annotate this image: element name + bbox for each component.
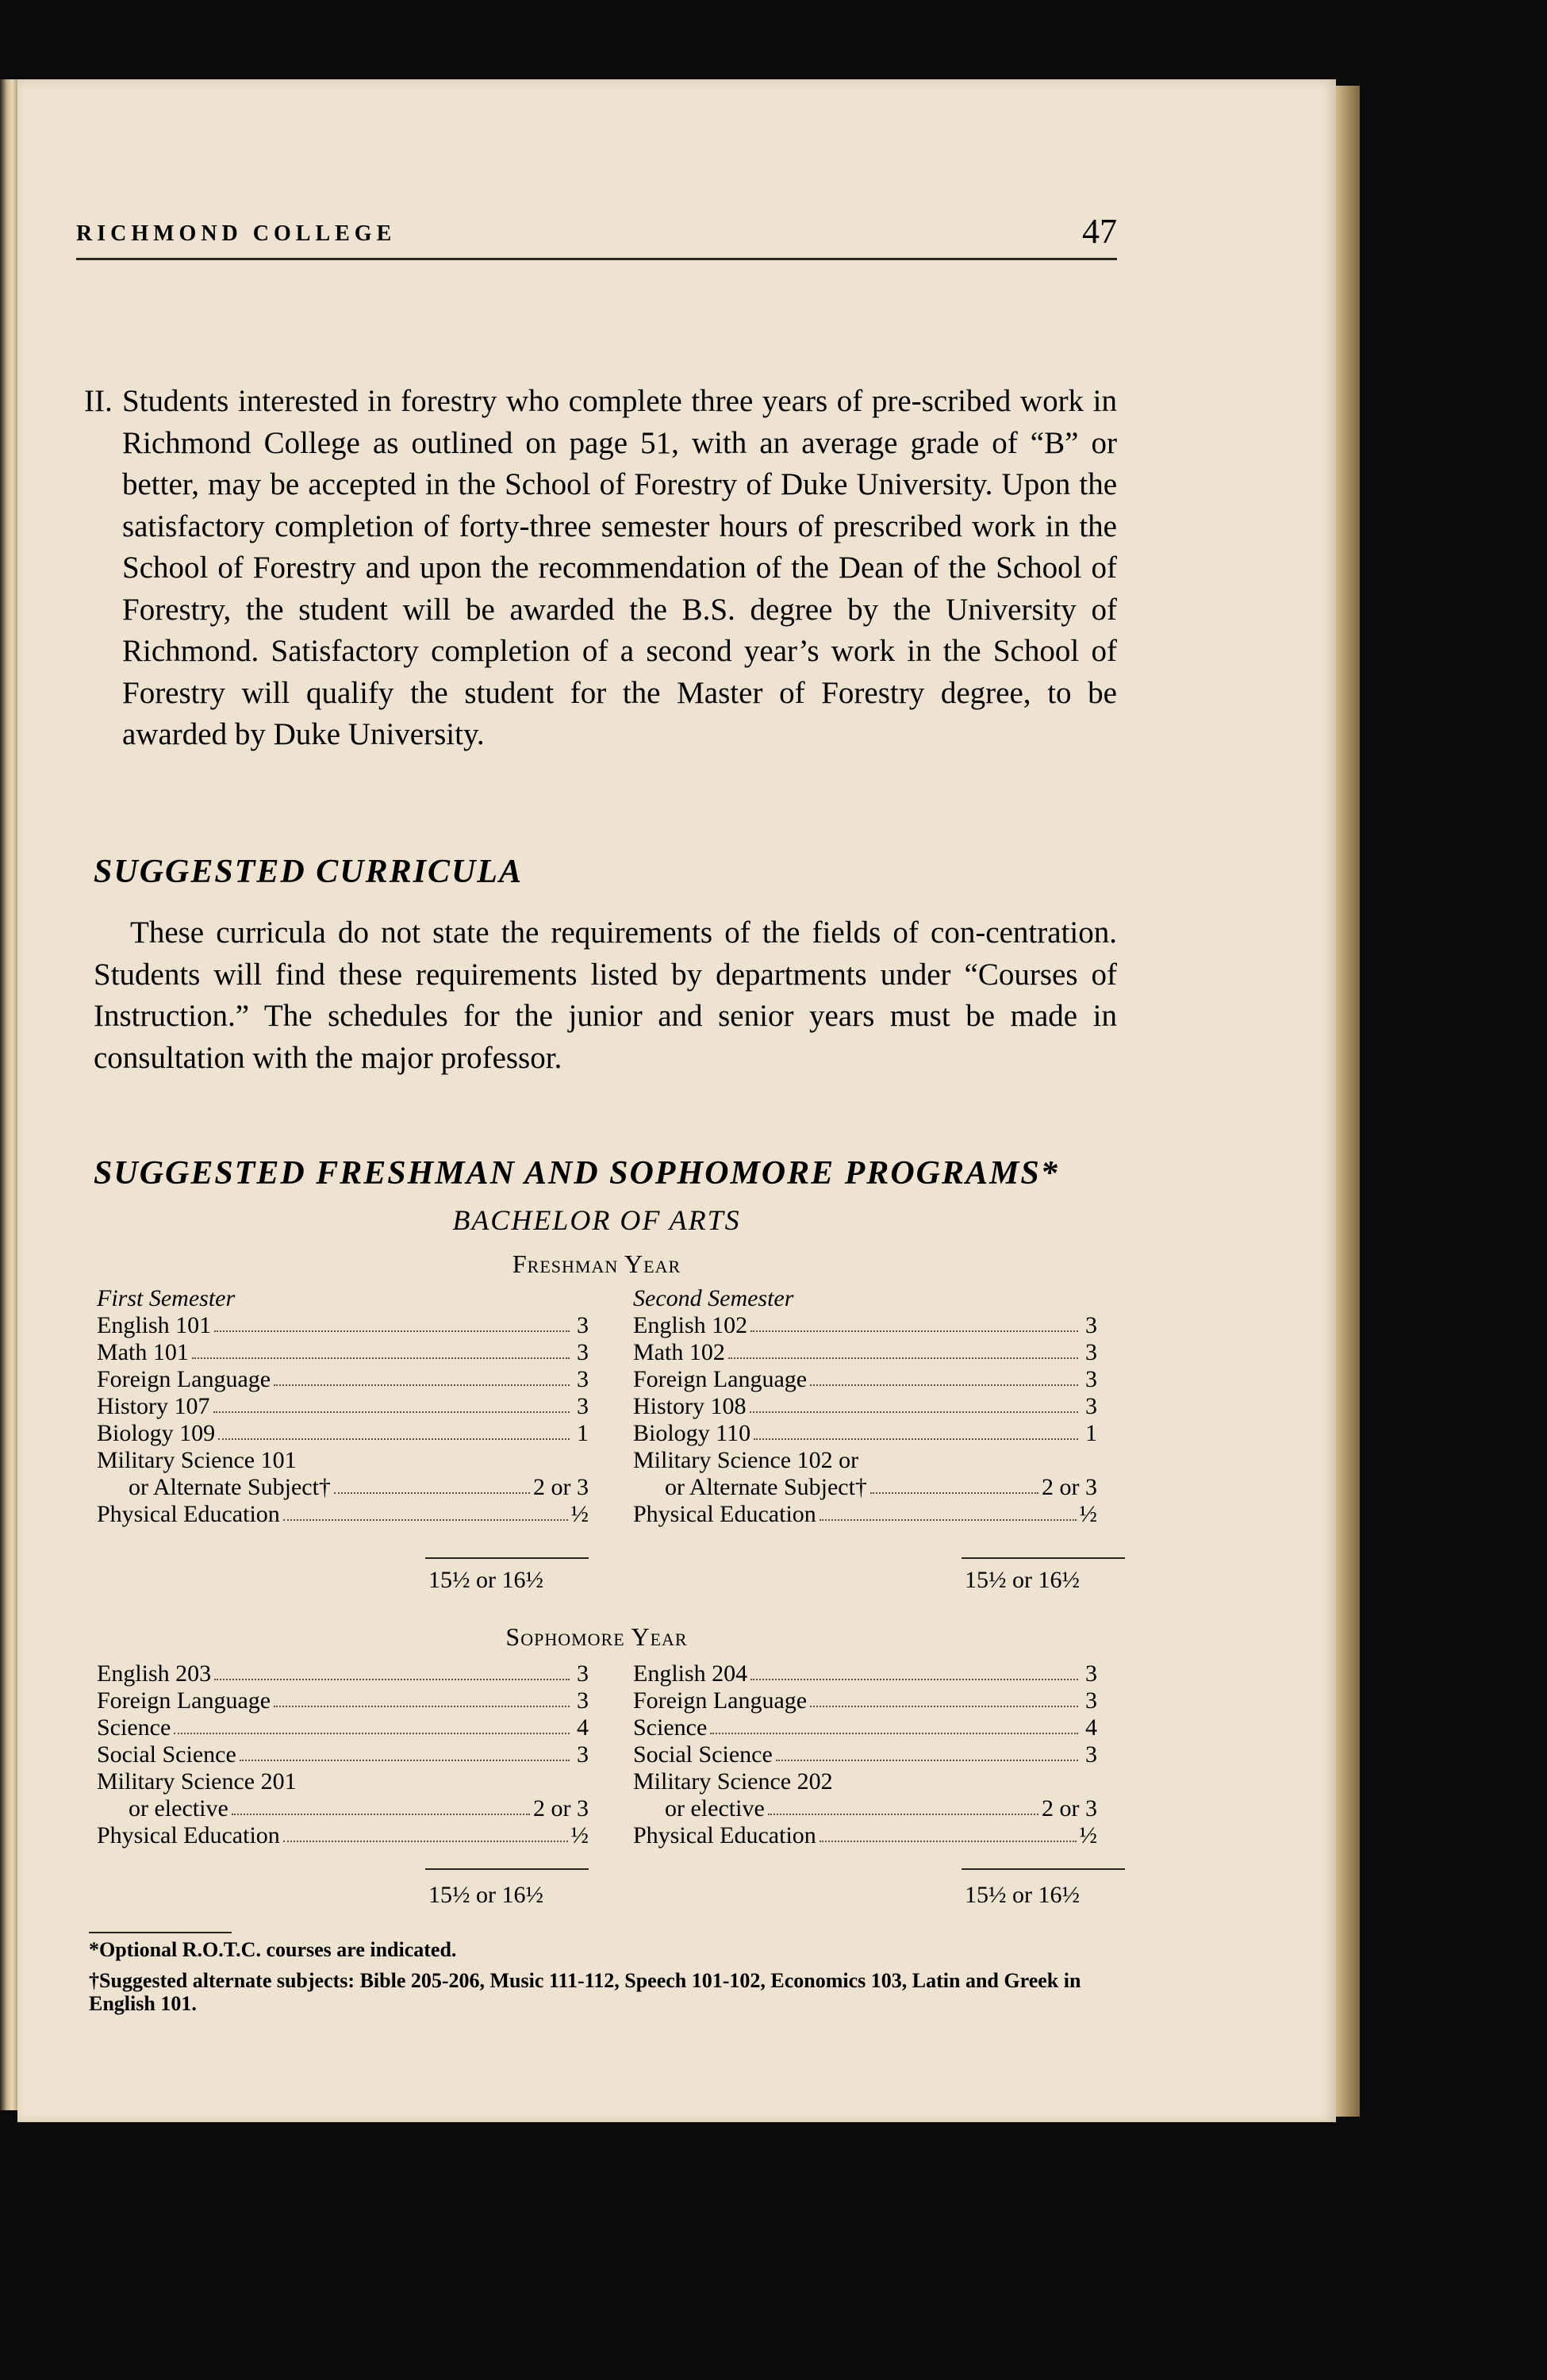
course-hours: 2 or 3: [533, 1795, 589, 1821]
curricula-heading: SUGGESTED CURRICULA: [94, 854, 523, 890]
course-name: Military Science 202: [633, 1768, 833, 1795]
course-name: Biology 110: [633, 1420, 751, 1446]
course-hours: 3: [577, 1339, 589, 1365]
dot-leader: [810, 1384, 1078, 1386]
course-row: [633, 1420, 1097, 1447]
course-name: Foreign Language: [97, 1687, 271, 1714]
freshman-second-semester: [633, 1285, 1097, 1528]
course-name: or Alternate Subject†: [129, 1474, 331, 1500]
course-name: or elective: [129, 1795, 228, 1821]
course-name: Military Science 201: [97, 1768, 297, 1795]
course-name: or elective: [665, 1795, 765, 1821]
first-semester-label: First Semester: [97, 1285, 236, 1311]
course-name: Foreign Language: [633, 1366, 808, 1392]
dot-leader: [750, 1330, 1078, 1332]
course-row: [97, 1474, 589, 1501]
course-row: [97, 1660, 589, 1687]
dot-leader: [283, 1841, 568, 1842]
course-row: [633, 1366, 1097, 1393]
dot-leader: [283, 1519, 568, 1521]
course-row: [633, 1714, 1097, 1741]
course-hours: 3: [1085, 1393, 1097, 1419]
footnote-rotc: *Optional R.O.T.C. courses are indicated.: [89, 1938, 457, 1961]
forestry-text: Students interested in forestry who complete three years of pre-scribed work in Richmond College as outlined on page 51, with an average grade of “B” or better, may be accepted in the School of Forestry of Duke University. Upon the satisfactory completion of forty-three semester hours of prescribed work in the School of Forestry and upon the recommendation of the Dean of the School of Forestry, the student will be awarded the B.S. degree by the University of Richmond. Satisfactory completion of a second year’s work in the School of Forestry will qualify the student for the Master of Forestry degree, to be awarded by Duke University.: [122, 384, 1117, 751]
course-hours: ½: [570, 1501, 589, 1527]
course-row: [97, 1501, 589, 1528]
course-row: [97, 1339, 589, 1366]
course-row: [97, 1393, 589, 1420]
degree-heading: BACHELOR OF ARTS: [452, 1204, 741, 1236]
course-row: [97, 1714, 589, 1741]
dot-leader: [192, 1357, 570, 1359]
course-row: [633, 1687, 1097, 1714]
course-row: [97, 1366, 589, 1393]
course-hours: 1: [577, 1420, 589, 1446]
dot-leader: [214, 1330, 570, 1332]
course-row: [633, 1795, 1097, 1822]
dot-leader: [728, 1357, 1078, 1359]
dot-leader: [750, 1411, 1079, 1413]
course-name: English 204: [633, 1660, 748, 1687]
course-name: or Alternate Subject†: [665, 1474, 867, 1500]
course-hours: 3: [577, 1366, 589, 1392]
course-name: English 102: [633, 1312, 748, 1338]
course-row: [633, 1660, 1097, 1687]
course-row: [633, 1741, 1097, 1768]
scan-left-edge: [0, 79, 17, 2110]
course-name: Science: [97, 1714, 171, 1741]
course-row: [97, 1822, 589, 1849]
sophomore-second-semester: [633, 1660, 1097, 1849]
course-hours: 3: [577, 1741, 589, 1768]
sophomore-year-heading: Sophomore Year: [505, 1622, 688, 1651]
dot-leader: [754, 1438, 1078, 1440]
course-row: [97, 1687, 589, 1714]
dot-leader: [274, 1706, 570, 1707]
course-name: Science: [633, 1714, 708, 1741]
course-name: English 101: [97, 1312, 212, 1338]
course-hours: 3: [1085, 1660, 1097, 1687]
course-hours: 3: [1085, 1339, 1097, 1365]
total-rule: [425, 1868, 589, 1870]
course-name: History 107: [97, 1393, 210, 1419]
course-name: Physical Education: [97, 1501, 280, 1527]
programs-heading: SUGGESTED FRESHMAN AND SOPHOMORE PROGRAMS*: [94, 1155, 1059, 1192]
footnote-alternate: †Suggested alternate subjects: Bible 205-206, Music 111-112, Speech 101-102, Economics 103, Latin and Greek in English 101.: [89, 1969, 1081, 2015]
page-number: 47: [1082, 212, 1117, 251]
freshman-second-total: 15½ or 16½: [965, 1567, 1080, 1593]
dot-leader: [820, 1519, 1077, 1521]
curricula-paragraph: These curricula do not state the requirements of the fields of con-centration. Students will find these requirements listed by departments under “Courses of Instruction.” The schedules for the junior and senior years must be made in consultation with the major professor.: [94, 916, 1117, 1075]
dot-leader: [334, 1492, 530, 1494]
course-hours: 3: [577, 1660, 589, 1687]
course-name: Physical Education: [633, 1822, 816, 1848]
second-semester-label: Second Semester: [633, 1285, 794, 1311]
course-name: Math 101: [97, 1339, 189, 1365]
dot-leader: [820, 1841, 1077, 1842]
course-hours: 2 or 3: [1042, 1474, 1097, 1500]
course-row: [633, 1501, 1097, 1528]
course-name: Foreign Language: [97, 1366, 271, 1392]
course-name: Physical Education: [633, 1501, 816, 1527]
course-row: [633, 1393, 1097, 1420]
dot-leader: [232, 1814, 530, 1815]
dot-leader: [710, 1733, 1078, 1734]
course-name: Military Science 102 or: [633, 1447, 859, 1473]
sophomore-first-total: 15½ or 16½: [428, 1882, 543, 1908]
course-name: Social Science: [97, 1741, 236, 1768]
course-row: [97, 1447, 589, 1474]
course-row: [633, 1447, 1097, 1474]
dot-leader: [776, 1760, 1078, 1761]
sophomore-first-semester: [97, 1660, 589, 1849]
course-row: [633, 1768, 1097, 1795]
course-hours: 3: [1085, 1312, 1097, 1338]
total-rule: [425, 1557, 589, 1559]
course-hours: ½: [1079, 1501, 1097, 1527]
course-name: Math 102: [633, 1339, 725, 1365]
course-hours: 3: [577, 1312, 589, 1338]
course-row: [633, 1339, 1097, 1366]
running-head: RICHMOND COLLEGE: [76, 221, 397, 246]
dot-leader: [750, 1679, 1078, 1680]
footnote-rule: [89, 1932, 232, 1933]
total-rule: [962, 1868, 1125, 1870]
dot-leader: [810, 1706, 1078, 1707]
course-hours: 3: [1085, 1687, 1097, 1714]
course-hours: 1: [1085, 1420, 1097, 1446]
course-name: Military Science 101: [97, 1447, 297, 1473]
course-hours: 4: [577, 1714, 589, 1741]
course-name: Biology 109: [97, 1420, 216, 1446]
forestry-paragraph: [122, 381, 1117, 756]
freshman-first-total: 15½ or 16½: [428, 1567, 543, 1593]
freshman-year-heading: Freshman Year: [512, 1250, 681, 1278]
course-name: Social Science: [633, 1741, 773, 1768]
course-name: History 108: [633, 1393, 747, 1419]
course-row: [97, 1420, 589, 1447]
course-hours: ½: [1079, 1822, 1097, 1848]
course-name: Foreign Language: [633, 1687, 808, 1714]
course-hours: 2 or 3: [533, 1474, 589, 1500]
course-row: [97, 1795, 589, 1822]
dot-leader: [274, 1384, 570, 1386]
course-row: [97, 1741, 589, 1768]
course-hours: 4: [1085, 1714, 1097, 1741]
dot-leader: [218, 1438, 570, 1440]
dot-leader: [213, 1411, 570, 1413]
course-row: [97, 1312, 589, 1339]
course-hours: 3: [577, 1687, 589, 1714]
course-hours: 3: [577, 1393, 589, 1419]
dot-leader: [870, 1492, 1038, 1494]
dot-leader: [174, 1733, 570, 1734]
course-hours: 3: [1085, 1741, 1097, 1768]
course-hours: 3: [1085, 1366, 1097, 1392]
dot-leader: [768, 1814, 1038, 1815]
course-row: [633, 1822, 1097, 1849]
course-name: English 203: [97, 1660, 212, 1687]
course-row: [97, 1768, 589, 1795]
course-hours: ½: [570, 1822, 589, 1848]
freshman-first-semester: [97, 1285, 589, 1528]
course-hours: 2 or 3: [1042, 1795, 1097, 1821]
dot-leader: [240, 1760, 570, 1761]
course-name: Physical Education: [97, 1822, 280, 1848]
dot-leader: [214, 1679, 570, 1680]
course-row: [633, 1474, 1097, 1501]
course-row: [633, 1312, 1097, 1339]
sophomore-second-total: 15½ or 16½: [965, 1882, 1080, 1908]
total-rule: [962, 1557, 1125, 1559]
page-stack-edge: [1336, 86, 1360, 2117]
page-header: [76, 202, 1117, 260]
